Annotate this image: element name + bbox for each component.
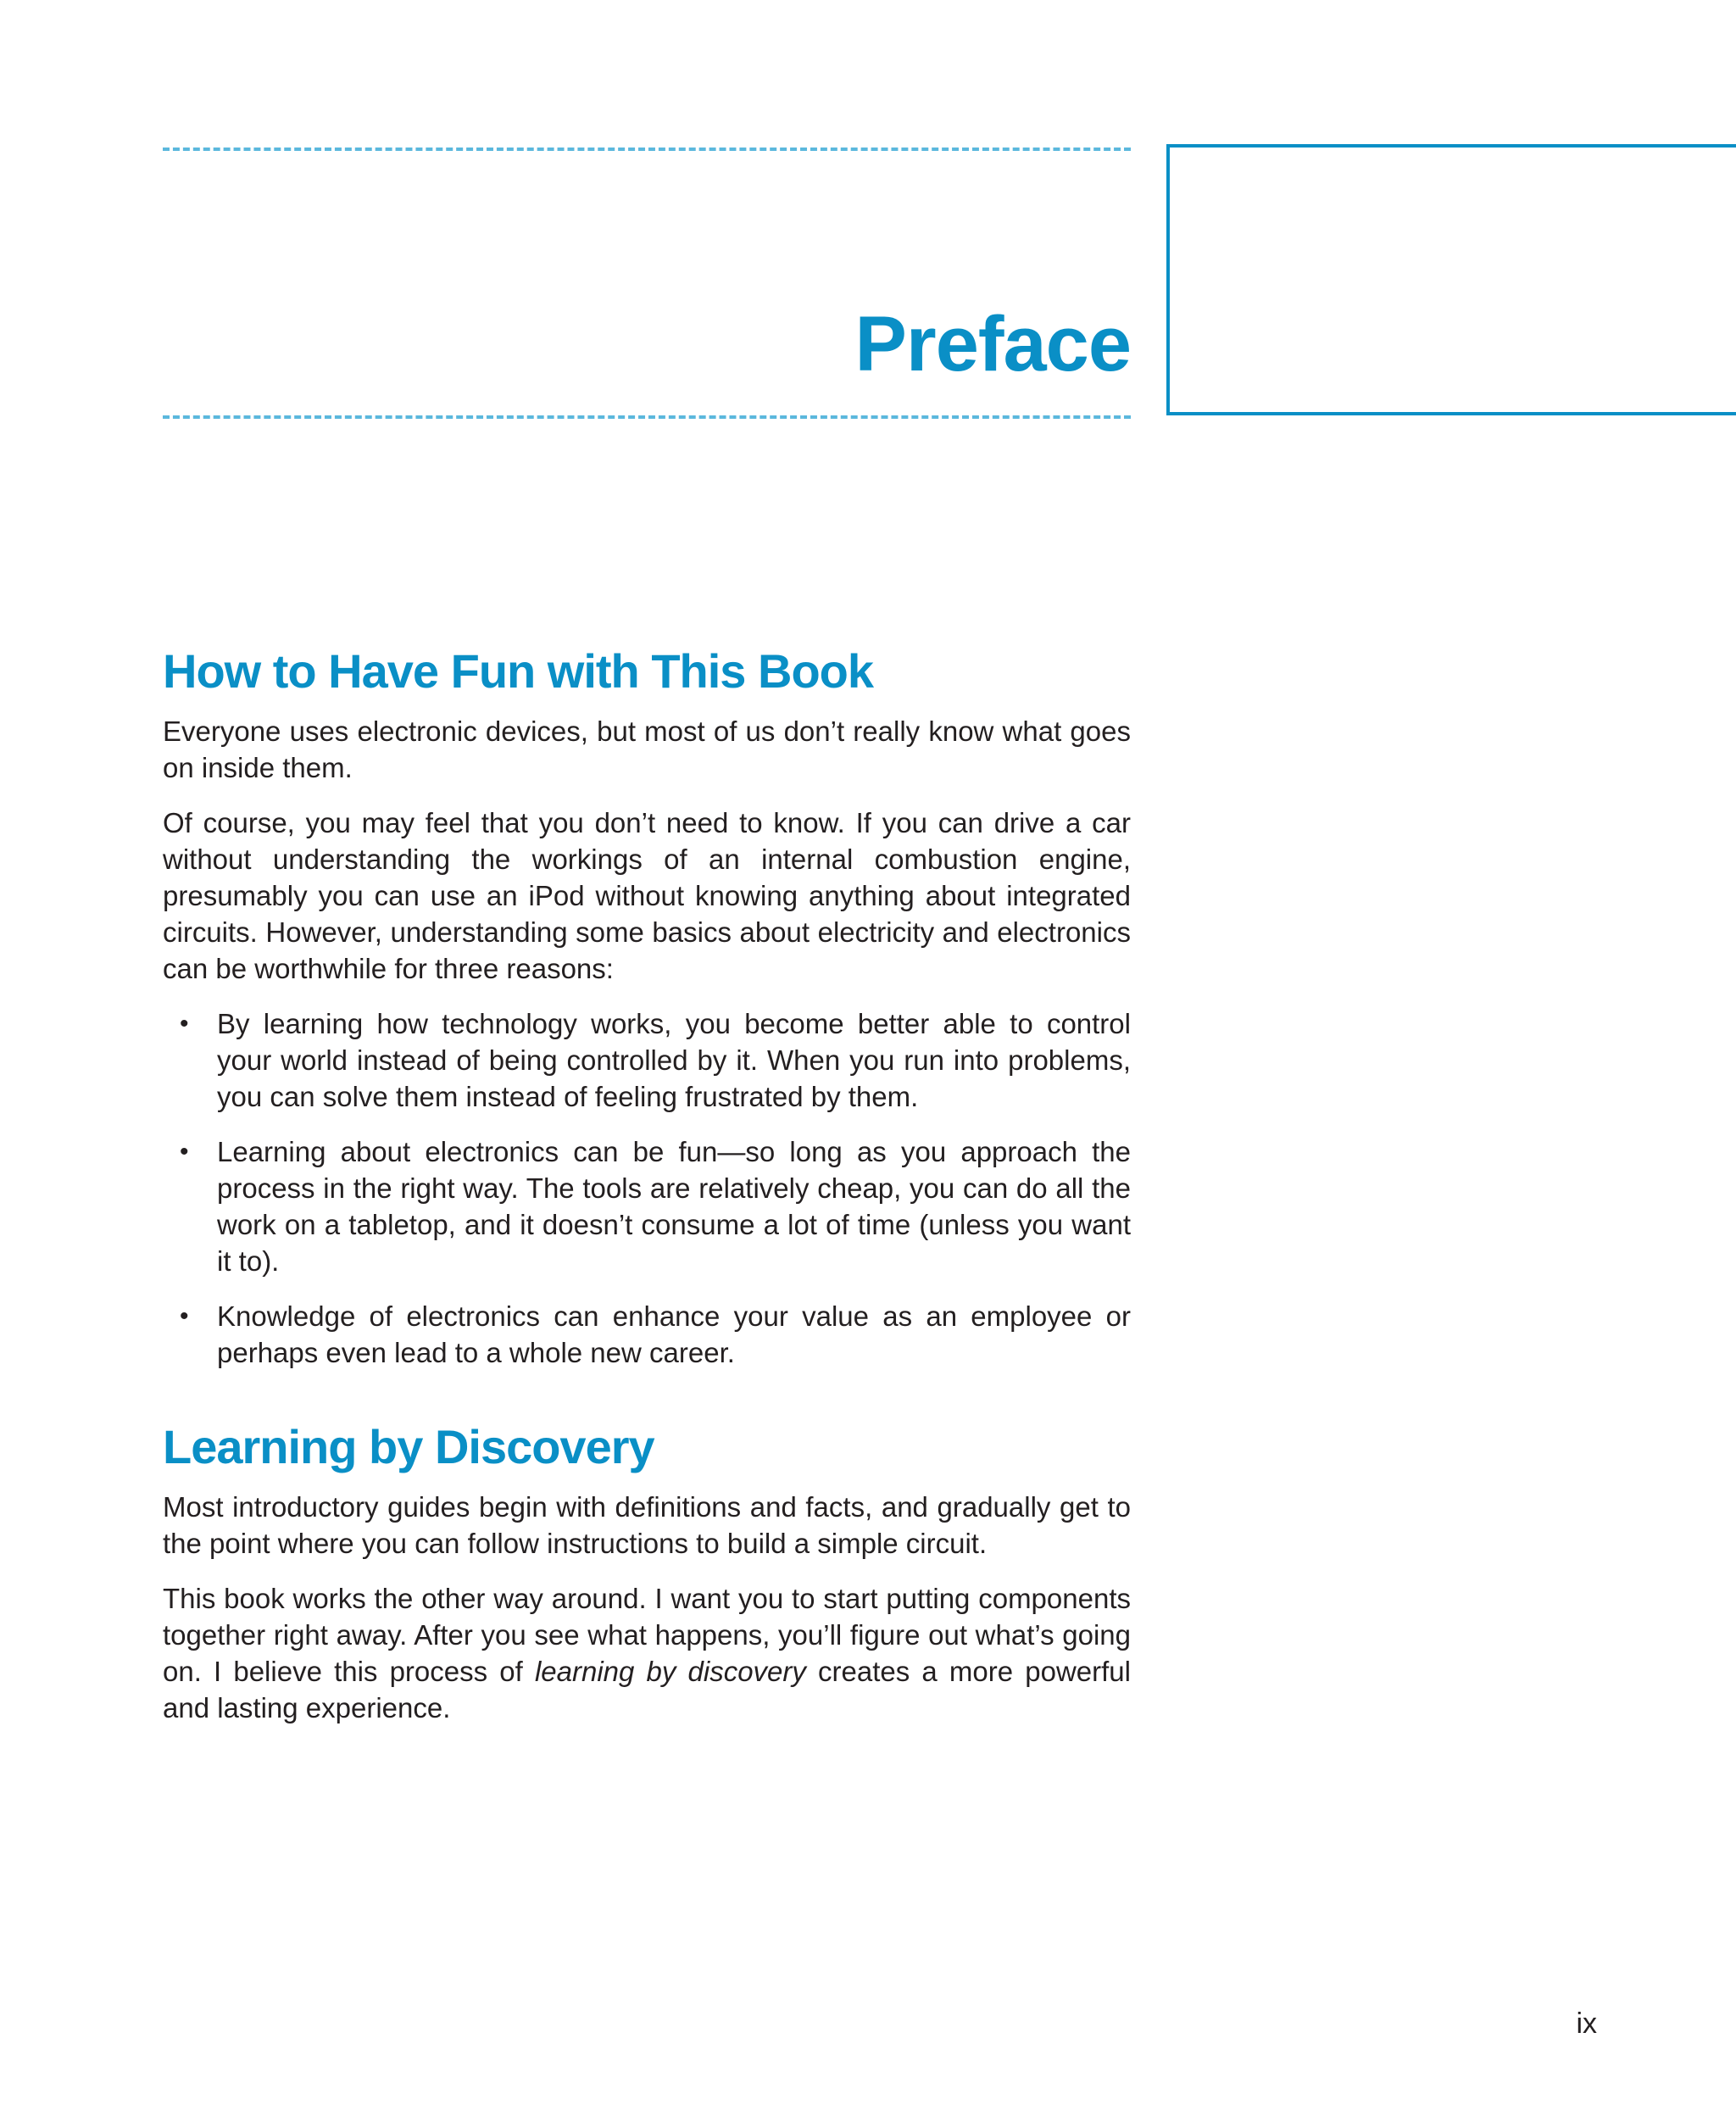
page-number: ix — [1576, 2007, 1597, 2040]
reasons-list — [163, 1005, 1131, 1371]
list-item-text: By learning how technology works, you become better able to control your world instead of being controlled by it. When you run into problems, you can solve them instead of feeling frustrated by them. — [217, 1008, 1131, 1113]
bullet-icon: • — [180, 1010, 189, 1039]
emphasis-text: learning by discovery — [534, 1656, 806, 1688]
list-item — [163, 1133, 1131, 1279]
list-item — [163, 1298, 1131, 1371]
paragraph — [163, 1580, 1131, 1726]
list-item — [163, 1005, 1131, 1115]
top-dashed-rule — [163, 148, 1131, 151]
section-heading-fun: How to Have Fun with This Book — [163, 644, 873, 698]
paragraph-text: creates a more powerful and lasting experience. — [163, 1656, 1131, 1724]
paragraph-text: This book works the other way around. I want you to start putting components together right away. After you see what happens, you’ll figure out what’s going on. I believe this process of — [163, 1583, 1131, 1688]
paragraph: Of course, you may feel that you don’t need to know. If you can drive a car without understanding the workings of an internal combustion engine, presumably you can use an iPod without knowing anything about integrated circuits. However, understanding some basics about electricity and electronics can be worthwhile for three reasons: — [163, 807, 1131, 985]
bullet-icon: • — [180, 1138, 189, 1167]
list-item-text: Knowledge of electronics can enhance your value as an employee or perhaps even lead to a whole new career. — [217, 1300, 1131, 1369]
paragraph: Most introductory guides begin with definitions and facts, and gradually get to the point where you can follow instructions to build a simple circuit. — [163, 1491, 1131, 1560]
section-heading-discovery: Learning by Discovery — [163, 1420, 654, 1474]
bottom-dashed-rule — [163, 415, 1131, 419]
list-item-text: Learning about electronics can be fun—so long as you approach the process in the right way. The tools are relatively cheap, you can do all the work on a tabletop, and it doesn’t consume a lot of time (unless you want it to). — [217, 1136, 1131, 1278]
bullet-icon: • — [180, 1302, 189, 1331]
chapter-title: Preface — [854, 301, 1131, 387]
body-content — [163, 643, 1131, 1745]
chapter-title-box — [1166, 144, 1736, 415]
paragraph: Everyone uses electronic devices, but most of us don’t really know what goes on inside them. — [163, 716, 1131, 784]
